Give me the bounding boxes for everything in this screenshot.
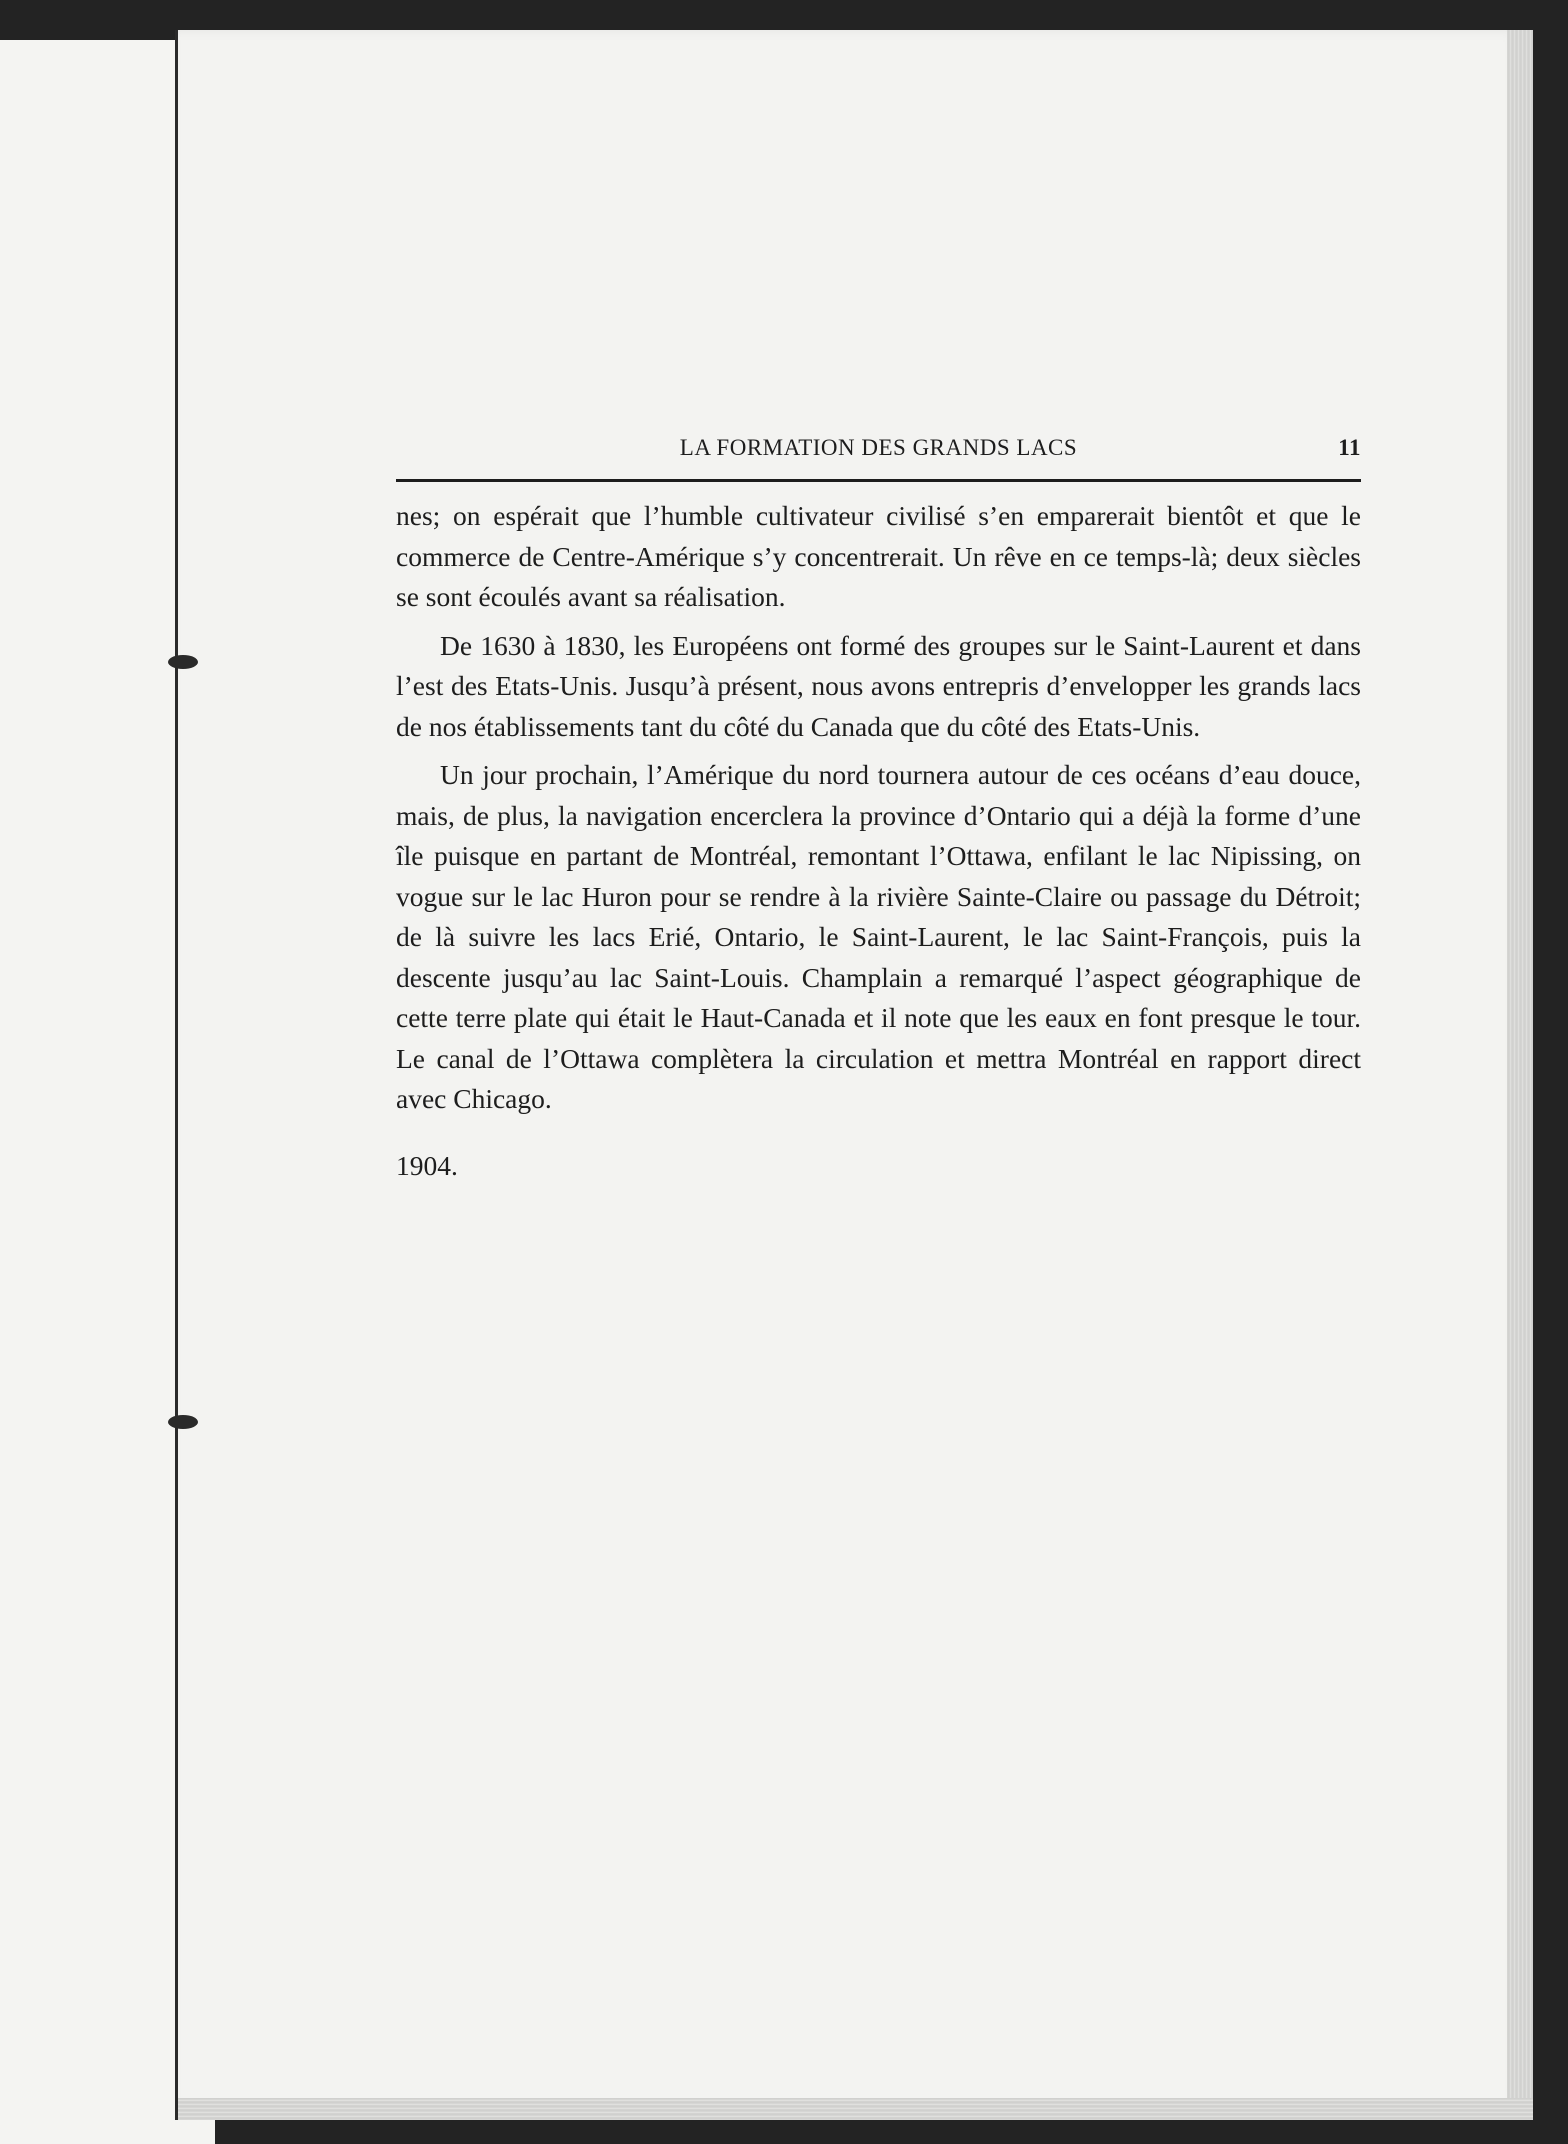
page-stack-edge (1507, 30, 1533, 2120)
running-title: LA FORMATION DES GRANDS LACS (679, 435, 1078, 460)
paragraph: nes; on espérait que l’humble cultivateur civilisé s’en emparerait bientôt et que le commerce de Centre-Amérique s’y concentrerait. Un rêve en ce temps-là; deux siècles se sont écoulés avant sa réalisation. (396, 500, 1361, 612)
running-head (396, 435, 1361, 475)
binding-mark (168, 655, 198, 669)
paragraph: De 1630 à 1830, les Européens ont formé des groupes sur le Saint-Laurent et dans l’est des Etats-Unis. Jusqu’à présent, nous avons entrepris d’envelopper les grands lacs de nos établissements tant du côté du Canada que du côté des Etats-Unis. (396, 629, 1361, 742)
page-number: 11 (1338, 435, 1361, 460)
binding-mark (168, 1415, 198, 1429)
right-page (175, 30, 1533, 2120)
page-content (396, 435, 1361, 1186)
paragraph: Un jour prochain, l’Amérique du nord tournera autour de ces océans d’eau douce, mais, de plus, la navigation encerclera la province d’Ontario qui a déjà la forme d’une île puisque en partant de Montréal, remontant l’Ottawa, enfilant le lac Nipissing, on vogue sur le lac Huron pour se rendre à la rivière Sainte-Claire ou passage du Détroit; de là suivre les lacs Erié, Ontario, le Saint-Laurent, le lac Saint-François, puis la descente jusqu’au lac Saint-Louis. Champlain a remarqué l’aspect géographique de cette terre plate qui était le Haut-Canada et il note que les eaux en font presque le tour. Le canal de l’Ottawa complètera la circulation et mettra Montréal en rapport direct avec Chicago. (396, 759, 1361, 1114)
page-bottom-edge (178, 2098, 1533, 2120)
date-line: 1904. (396, 1149, 458, 1181)
header-rule (396, 479, 1361, 482)
